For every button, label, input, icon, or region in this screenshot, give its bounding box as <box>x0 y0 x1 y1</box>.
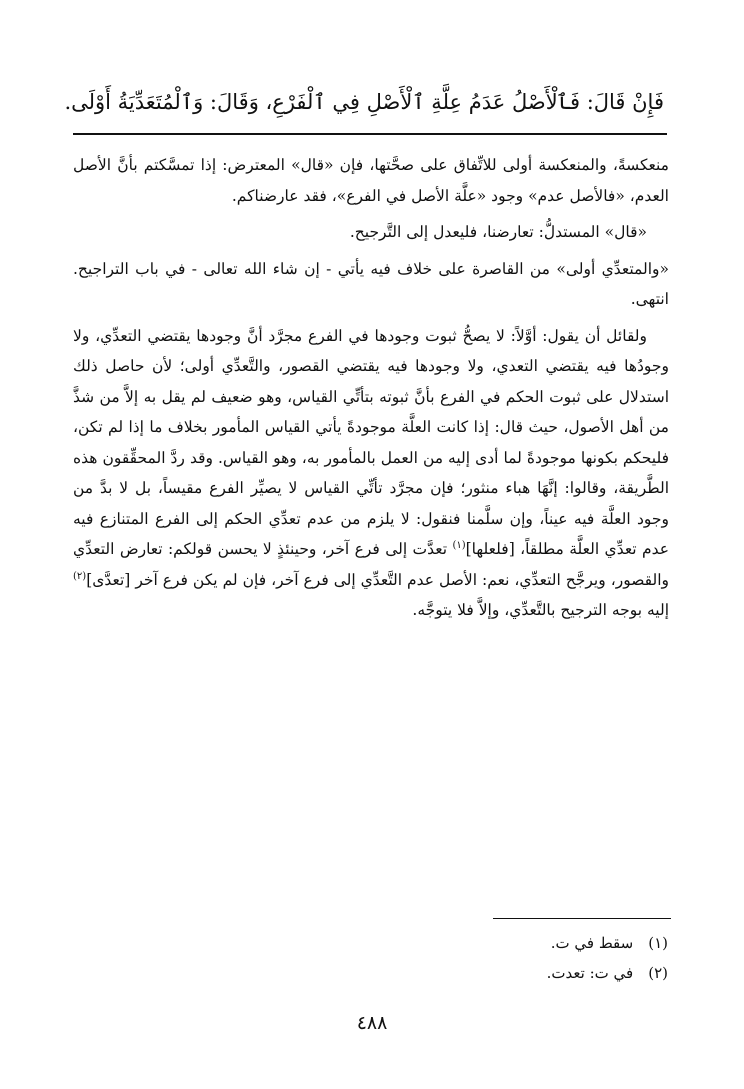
header-divider <box>73 133 667 135</box>
footnote-2 <box>368 958 668 988</box>
footnote-1 <box>368 928 668 958</box>
footnote-text: سقط في ت. <box>550 934 634 952</box>
footnotes <box>368 928 668 988</box>
paragraph-3: «والمتعدِّي أولى» من القاصرة على خلاف فيه يأتي - إن شاء الله تعالى - في باب التراجيح. انتهى. <box>73 259 669 308</box>
page-number: ٤٨٨ <box>356 1012 388 1034</box>
footnote-number: (٢) <box>648 964 668 982</box>
page-header: فَإِنْ قَالَ: فَٱلْأَصْلُ عَدَمُ عِلَّةِ ٱلْأَصْلِ فِي ٱلْفَرْعِ، وَقَالَ: وَٱلْمُتَعَدِّيَةُ أَوْلَى. <box>64 90 664 114</box>
paragraph-4-part-3: إليه بوجه الترجيح بالتَّعدِّي، وإلاَّ فلا يتوجَّه. <box>412 601 669 619</box>
footnote-divider <box>493 918 671 919</box>
paragraph-2: «قال» المستدلُّ: تعارضنا، فليعدل إلى التَّرجيح. <box>349 223 647 241</box>
commentary-body <box>73 150 669 632</box>
footnote-text: في ت: تعدت. <box>546 964 634 982</box>
paragraph-4 <box>73 321 669 626</box>
paragraph-4-part-1: ولقائل أن يقول: أوَّلاً: لا يصحُّ ثبوت وجودها في الفرع مجرَّد أنَّ وجودها يقتضي التعدِّي، ولا وجودُها فيه يقتضي التعدي، ولا وجودها فيه يقتضي القصور، والتَّعدِّي أولى؛ لأن حاصل ذلك استدلال على ثبوت الحكم في الفرع بأنَّ ثبوته بتأتِّي القياس، وهو ضعيف لم يقل به إلاَّ من شذَّ من أهل الأصول، حيث قال: إذا كانت العلَّة موجودةً يأتي القياس المأمور بخلاف ما إذا لم تكن، فليحكم بكونها موجودةً لما أدى إليه من العمل بالمأمور به، وهو القياس. وقد ردَّ المحقِّقون هذه الطَّريقة، وقالوا: إنَّهَا هباء منثور؛ فإن مجرَّد تأتِّي القياس لا يصيِّر الفرع مقيساً، بل لا بدَّ من وجود العلَّة فيه عيناً، وإن سلَّمنا فنقول: لا يلزم من عدم تعدِّي الحكم إلى الفرع المتنازع فيه عدم تعدِّي العلَّة مطلقاً، [فلعلها] <box>73 326 669 558</box>
paragraph-4-part-2: تعدَّت إلى فرع آخر، وحينئذٍ لا يحسن قولكم: تعارض التعدِّي والقصور، ويرجَّح التعدِّي، نعم: الأصل عدم التَّعدِّي إلى فرع آخر، فإن لم يكن فرع آخر [تعدَّى] <box>73 540 669 589</box>
footnote-ref-2: (٢) <box>73 570 87 582</box>
paragraph-1: منعكسةً، والمنعكسة أولى للاتِّفاق على صحَّتها، فإن «قال» المعترض: إذا تمسَّكتم بأنَّ الأصل العدم، «فالأصل عدم» وجود «علَّة الأصل في الفرع»، فقد عارضناكم. <box>73 156 669 205</box>
footnote-ref-1: (١) <box>452 539 466 551</box>
footnote-number: (١) <box>648 934 668 952</box>
